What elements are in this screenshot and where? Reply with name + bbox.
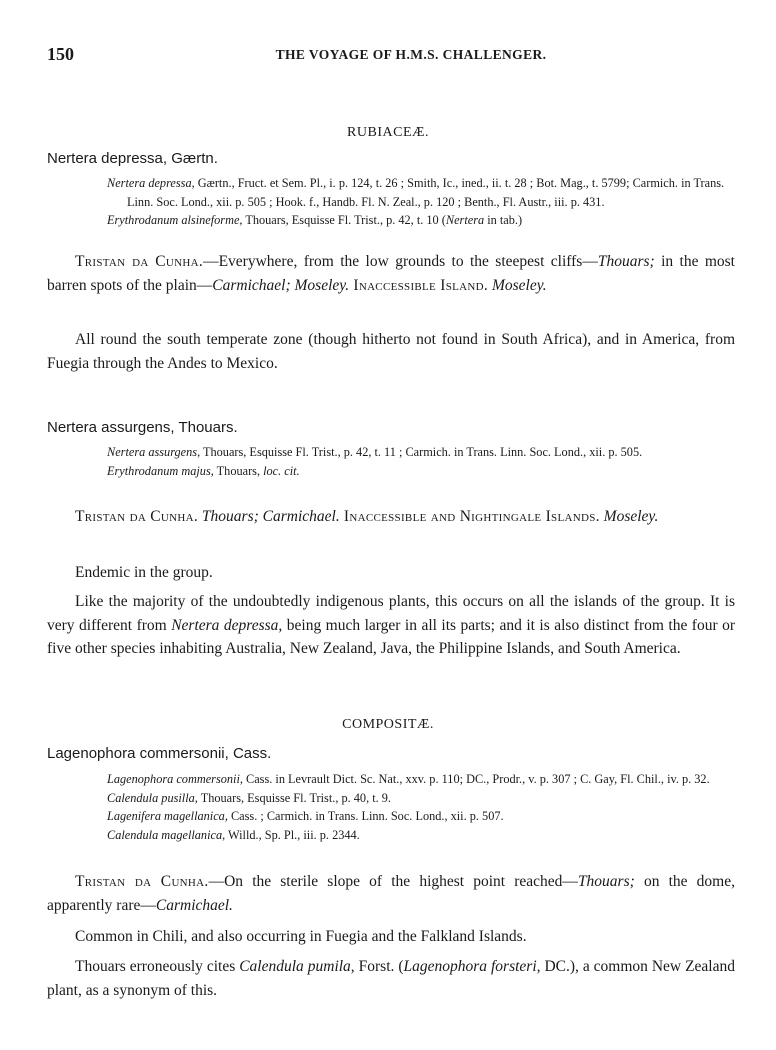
page-header xyxy=(47,44,735,68)
remarks-lagenophora-commersonii: Thouars erroneously cites Calendula pumila, Forst. (Lagenophora forsteri, DC.), a common New Zealand plant, as a synonym of this. xyxy=(47,958,735,999)
synonym-entry: Calendula magellanica, Willd., Sp. Pl., iii. p. 2344. xyxy=(107,827,360,842)
running-title: THE VOYAGE OF H.M.S. CHALLENGER. xyxy=(275,47,547,62)
family-heading-rubiaceae: RUBIACEÆ. xyxy=(347,125,429,140)
synonym-entry: Lagenifera magellanica, Cass. ; Carmich. in Trans. Linn. Soc. Lond., xii. p. 507. xyxy=(107,809,504,823)
synonym-entry: Nertera depressa, Gærtn., Fruct. et Sem. Pl., i. p. 124, t. 26 ; Smith, Ic., ined., ii. t. 28 ; Bot. Mag., t. 5799; Carmich. in Trans. Linn. Soc. Lond., xii. p. 505 ; Hook. f., Handb. Fl. N. Zeal., p. 120 ; Benth., Fl. Austr., iii. p. 431. xyxy=(107,176,725,209)
synonym-entry: Erythrodanum majus, Thouars, loc. cit. xyxy=(107,463,300,478)
synonymy-nertera-assurgens xyxy=(107,443,731,480)
remarks-range: Common in Chili, and also occurring in Fuegia and the Falkland Islands. xyxy=(75,928,527,945)
remarks-nertera-assurgens: Like the majority of the undoubtedly indigenous plants, this occurs on all the islands of the group. It is very different from Nertera depressa, being much larger in all its parts; and it is also distinct from the four or five other species inhabiting Australia, New Zealand, Java, the Philippine Islands, and South America. xyxy=(47,593,736,658)
page-number: 150 xyxy=(47,44,74,64)
synonym-entry: Erythrodanum alsineforme, Thouars, Esquisse Fl. Trist., p. 42, t. 10 (Nertera in tab.) xyxy=(107,213,523,227)
species-name-lagenophora-commersonii: Lagenophora commersonii, Cass. xyxy=(47,745,272,762)
species-name-nertera-depressa: Nertera depressa, Gærtn. xyxy=(47,150,218,167)
remarks-endemic: Endemic in the group. xyxy=(75,564,213,581)
synonymy-lagenophora-commersonii xyxy=(107,770,731,844)
distribution-lagenophora-commersonii: Tristan da Cunha.—On the sterile slope of the highest point reached—Thouars; on the dome, apparently rare—Carmichael. xyxy=(47,873,735,914)
species-name-nertera-assurgens: Nertera assurgens, Thouars. xyxy=(47,419,238,436)
family-heading-compositae: COMPOSITÆ. xyxy=(342,717,434,732)
synonym-entry: Nertera assurgens, Thouars, Esquisse Fl. Trist., p. 42, t. 11 ; Carmich. in Trans. Linn. Soc. Lond., xii. p. 505. xyxy=(107,445,643,459)
synonymy-nertera-depressa xyxy=(107,174,731,230)
synonym-entry: Calendula pusilla, Thouars, Esquisse Fl. Trist., p. 40, t. 9. xyxy=(107,790,392,805)
remarks-nertera-depressa: All round the south temperate zone (though hitherto not found in South Africa), and in America, from Fuegia through the Andes to Mexico. xyxy=(47,331,735,372)
distribution-nertera-depressa: Tristan da Cunha.—Everywhere, from the low grounds to the steepest cliffs—Thouars; in the most barren spots of the plain—Carmichael; Moseley. Inaccessible Island. Moseley. xyxy=(47,253,735,294)
synonym-entry: Lagenophora commersonii, Cass. in Levrault Dict. Sc. Nat., xxv. p. 110; DC., Prodr., v. p. 307 ; C. Gay, Fl. Chil., iv. p. 32. xyxy=(107,772,710,786)
distribution-nertera-assurgens: Tristan da Cunha. Thouars; Carmichael. Inaccessible and Nightingale Islands. Moseley. xyxy=(75,508,659,525)
